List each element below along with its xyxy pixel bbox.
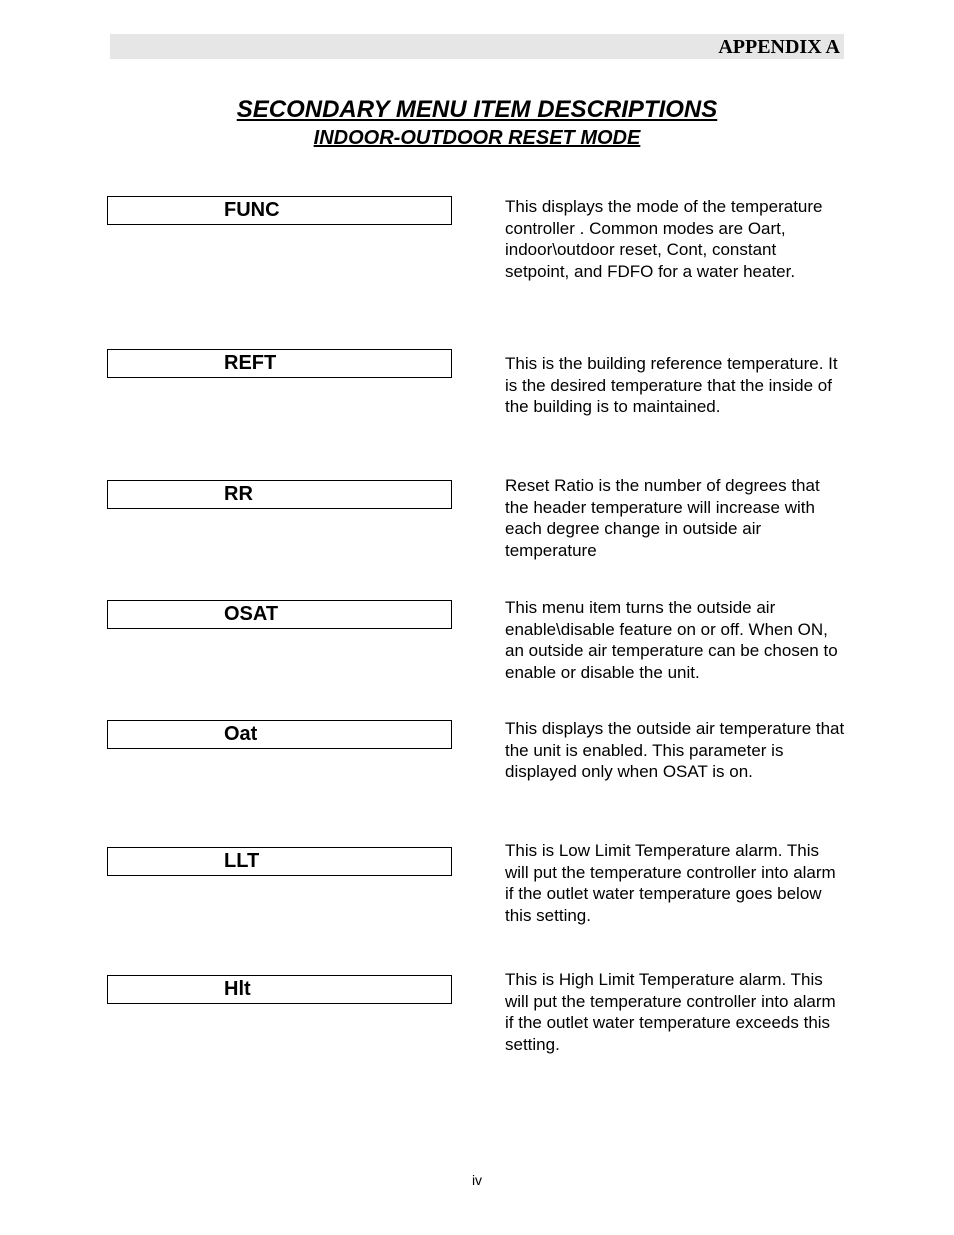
menu-item-description: Reset Ratio is the number of degrees that the header temperature will increase with each degree change in outside air temperature (505, 476, 820, 560)
menu-item-label: Oat (224, 723, 258, 745)
appendix-label: APPENDIX A (718, 36, 840, 58)
page-subtitle: INDOOR-OUTDOOR RESET MODE (313, 127, 641, 149)
menu-item-box-func (107, 196, 452, 225)
menu-item-description: This menu item turns the outside air enable\disable feature on or off. When ON, an outside air temperature can be chosen to enable or disable the unit. (505, 598, 838, 682)
menu-item-box-hlt (107, 975, 452, 1004)
menu-item-box-reft (107, 349, 452, 378)
menu-item-label: REFT (224, 352, 277, 374)
menu-item-box-rr (107, 480, 452, 509)
menu-item-box-llt (107, 847, 452, 876)
menu-item-description: This is High Limit Temperature alarm. This will put the temperature controller into alarm if the outlet water temperature exceeds this setting. (505, 970, 836, 1054)
menu-item-label: RR (224, 483, 253, 505)
page-title: SECONDARY MENU ITEM DESCRIPTIONS (236, 96, 718, 123)
menu-item-label: OSAT (224, 603, 279, 625)
menu-item-description: This is Low Limit Temperature alarm. This will put the temperature controller into alarm if the outlet water temperature goes below this setting. (505, 841, 836, 925)
page-number: iv (471, 1172, 483, 1188)
appendix-header-bar (110, 34, 844, 59)
menu-item-description: This is the building reference temperature. It is the desired temperature that the inside of the building is to maintained. (505, 354, 838, 416)
menu-item-label: LLT (224, 850, 260, 872)
menu-item-label: FUNC (224, 199, 280, 221)
menu-item-label: Hlt (224, 978, 251, 1000)
menu-item-box-oat (107, 720, 452, 749)
menu-item-description: This displays the outside air temperature that the unit is enabled. This parameter is displayed only when OSAT is on. (505, 719, 845, 781)
menu-item-box-osat (107, 600, 452, 629)
menu-item-description: This displays the mode of the temperature controller . Common modes are Oart, indoor\outdoor reset, Cont, constant setpoint, and FDFO for a water heater. (505, 197, 823, 281)
